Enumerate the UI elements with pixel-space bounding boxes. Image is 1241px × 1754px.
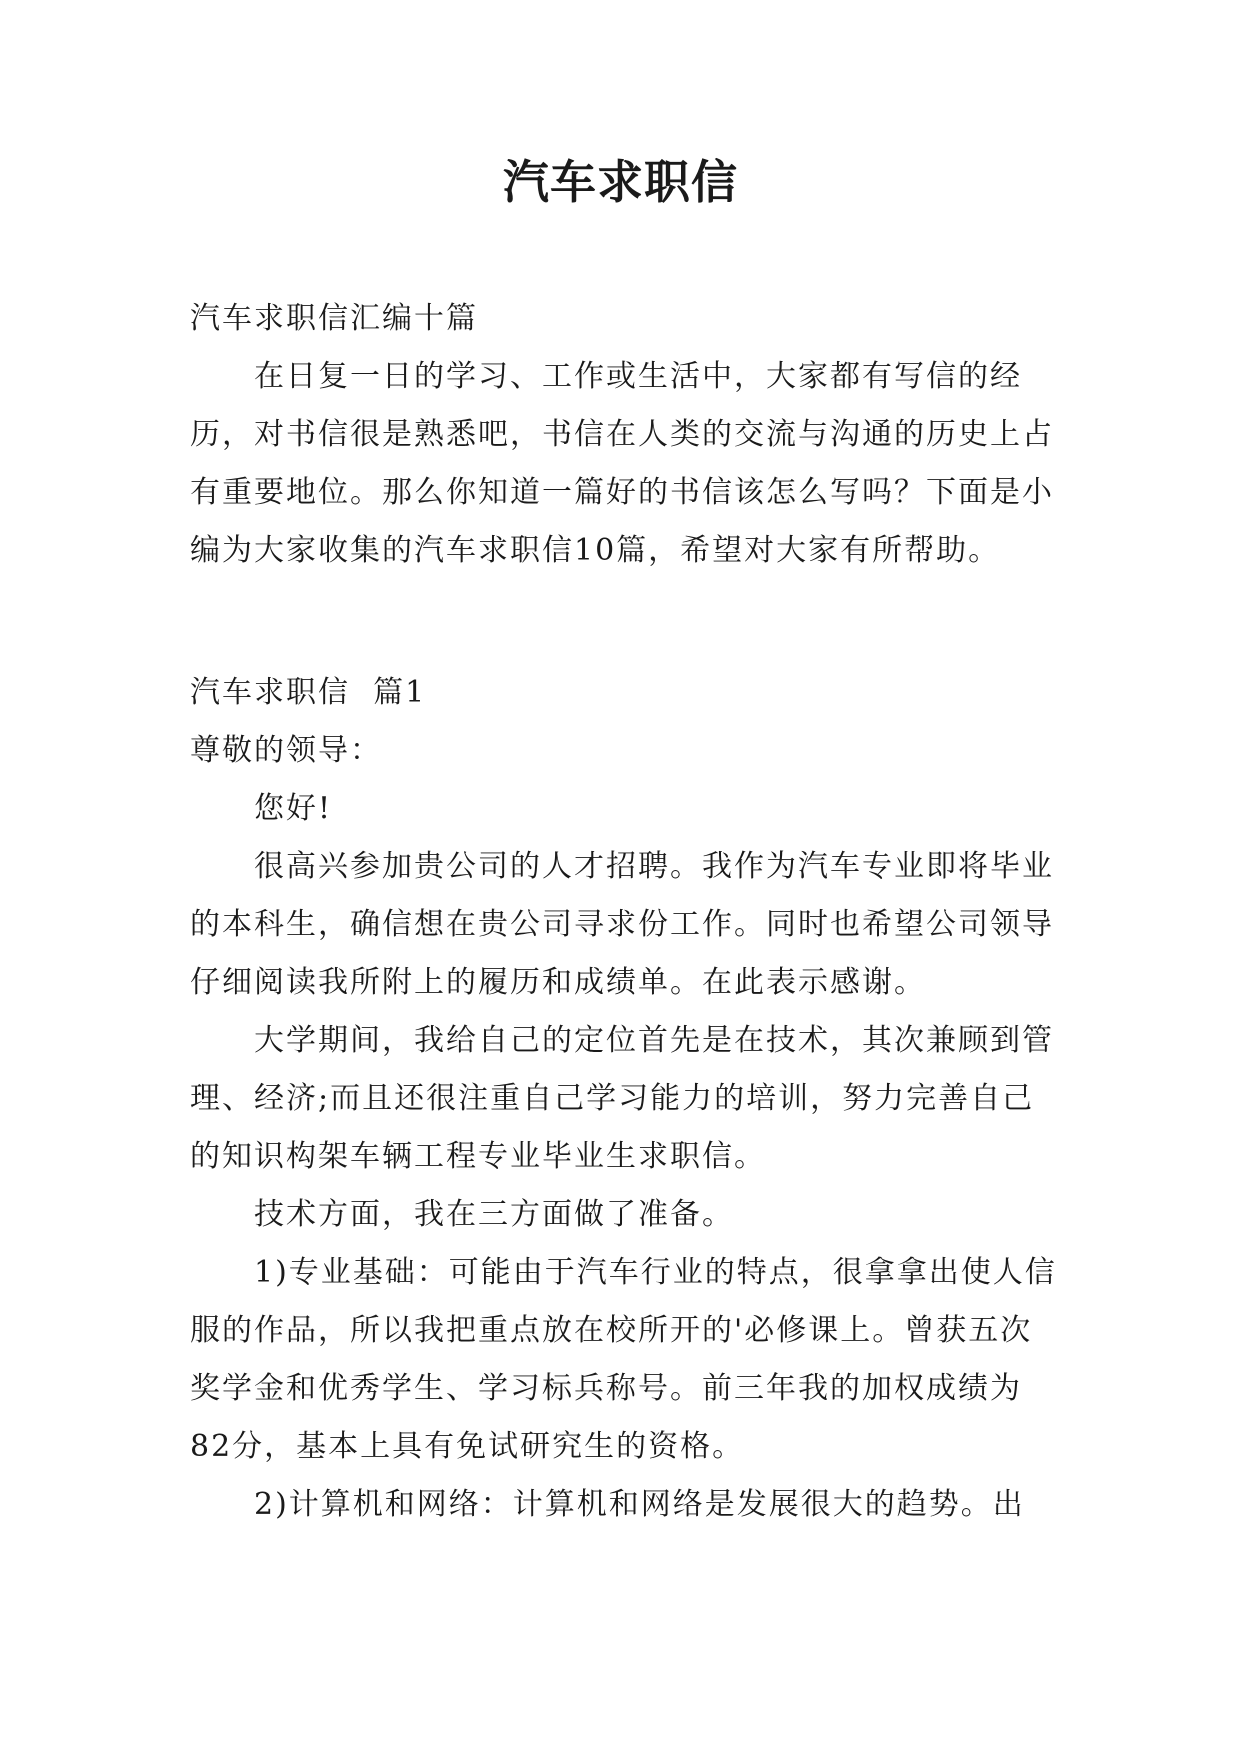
section-spacer — [190, 580, 1060, 664]
salutation: 尊敬的领导： — [190, 733, 382, 768]
body-paragraph: 1)专业基础：可能由于汽车行业的特点，很拿拿出使人信服的作品，所以我把重点放在校所开的'必修课上。曾获五次奖学金和优秀学生、学习标兵称号。前三年我的加权成绩为82分，基本上具有免试研究生的资格。 — [190, 1255, 1057, 1464]
section-heading: 汽车求职信 篇1 — [190, 675, 427, 710]
body-paragraph: 很高兴参加贵公司的人才招聘。我作为汽车专业即将毕业的本科生，确信想在贵公司寻求份工作。同时也希望公司领导仔细阅读我所附上的履历和成绩单。在此表示感谢。 — [190, 849, 1054, 1000]
greeting: 您好! — [254, 791, 333, 826]
intro-paragraph: 在日复一日的学习、工作或生活中，大家都有写信的经历，对书信很是熟悉吧，书信在人类的交流与沟通的历史上占有重要地位。那么你知道一篇好的书信该怎么写吗？下面是小编为大家收集的汽车求职信10篇，希望对大家有所帮助。 — [190, 359, 1054, 568]
body-paragraph: 2)计算机和网络：计算机和网络是发展很大的趋势。出 — [254, 1487, 1025, 1522]
body-paragraph: 大学期间，我给自己的定位首先是在技术，其次兼顾到管理、经济;而且还很注重自己学习能力的培训，努力完善自己的知识构架车辆工程专业毕业生求职信。 — [190, 1023, 1054, 1174]
document-body — [190, 290, 1060, 1534]
document-title: 汽车求职信 — [503, 155, 738, 209]
document-subtitle: 汽车求职信汇编十篇 — [190, 301, 478, 336]
body-paragraph: 技术方面，我在三方面做了准备。 — [254, 1197, 734, 1232]
